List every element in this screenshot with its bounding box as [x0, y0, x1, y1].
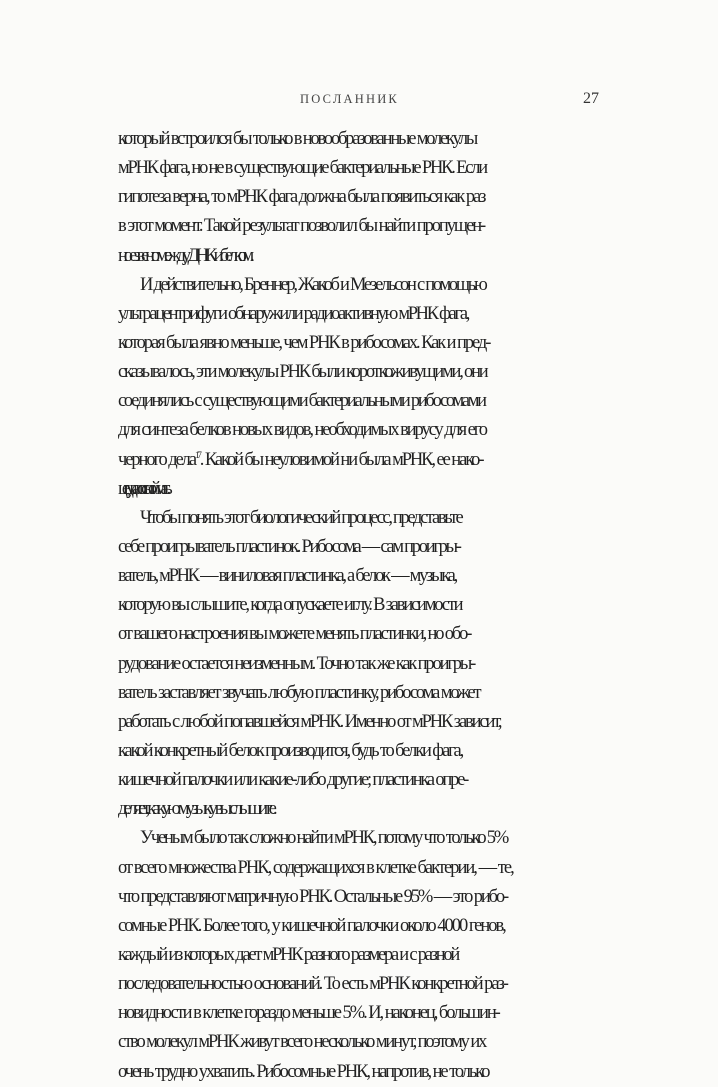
text-line: мРНК фага, но не в существующие бактериальные РНК. Если [118, 158, 486, 179]
running-title: ПОСЛАННИК [300, 92, 399, 106]
paragraph-start: И действительно, Бреннер, Жакоб и Мезельсон с помощью [140, 274, 486, 295]
text-line: кишечной палочки или какие-либо другие; пластинка опре- [118, 770, 468, 791]
text-line: который встроился бы только в новообразованные молекулы [118, 129, 477, 149]
text-line: рудование остается неизменным. Точно так же как проигры- [118, 653, 475, 674]
text-line: ство молекул мРНК живут всего несколько минут, поэтому их [118, 1032, 486, 1053]
text-line: для синтеза белков новых видов, необходимых вирусу для его [118, 420, 486, 441]
paragraph-start: Чтобы понять этот биологический процесс, представьте [140, 507, 462, 528]
text-line: от всего множества РНК, содержащихся в клетке бактерии, — те, [118, 857, 513, 878]
text-line [118, 446, 718, 475]
text-line: очень трудно ухватить. Рибосомные РНК, напротив, не только [118, 1061, 489, 1082]
text-line: от вашего настроения вы можете менять пластинки, но обо- [118, 624, 471, 645]
text-line: ватель, мРНК — виниловая пластинка, а белок — музыка, [118, 566, 456, 587]
text-line: которую вы слышите, когда опускаете иглу. В зависимости [118, 595, 462, 616]
text-line: деляет, какую музыку вы слышите. [118, 799, 274, 820]
text-line: ватель заставляет звучать любую пластинку, рибосома может [118, 682, 480, 703]
text-line: себе проигрыватель пластинок. Рибосома — сам проигры- [118, 536, 460, 557]
text-line: цец удалось поймать. [118, 478, 166, 499]
text-span: . Какой бы неуловимой ни была мРНК, ее нако- [199, 449, 483, 470]
text-line: ное звено между ДНК и белком. [118, 245, 251, 266]
text-line: работать с любой попавшейся мРНК. Именно от мРНК зависит, [118, 711, 501, 732]
body-text [118, 125, 718, 1087]
footnote-reference[interactable]: 17 [194, 449, 200, 460]
text-line: гипотеза верна, то мРНК фага должна была появиться как раз [118, 187, 485, 208]
text-line: сомные РНК. Более того, у кишечной палочки около 4000 генов, [118, 915, 505, 936]
text-line: что представляют матричную РНК. Остальные 95% — это рибо- [118, 886, 508, 907]
text-line: ультрацентрифуги обнаружили радиоактивную мРНК фага, [118, 303, 469, 324]
text-line: какой конкретный белок производится, будь то белки фага, [118, 740, 463, 761]
text-line: новидности в клетке гораздо меньше 5%. И, наконец, большин- [118, 1003, 499, 1024]
running-header [0, 92, 700, 112]
paragraph-start: Ученым было так сложно найти мРНК, потому что только 5% [140, 828, 508, 849]
text-line: последовательностью оснований. То есть мРНК конкретной раз- [118, 974, 507, 995]
text-line: в этот момент. Такой результат позволил бы найти пропущен- [118, 216, 485, 237]
text-line: которая была явно меньше, чем РНК в рибосомах. Как и пред- [118, 332, 490, 353]
text-line: сказывалось, эти молекулы РНК были короткоживущими, они [118, 362, 487, 383]
page-number: 27 [583, 90, 599, 107]
text-line: соединялись с существующими бактериальными рибосомами [118, 391, 485, 412]
text-line: каждый из которых дает мРНК разного размера и с разной [118, 944, 459, 965]
text-span: черного дела [118, 449, 195, 470]
